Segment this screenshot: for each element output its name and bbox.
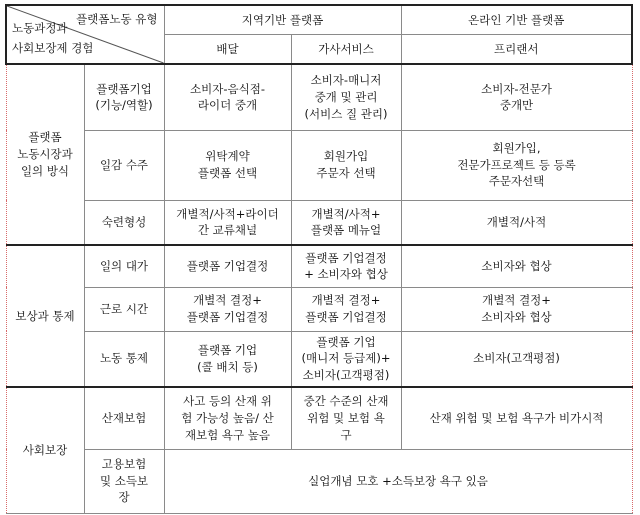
cell-accident-delivery: 사고 등의 산재 위 험 가능성 높음/ 산 재보험 욕구 높음 [164,387,291,449]
cell-pay-housework: 플랫폼 기업결정 + 소비자와 협상 [291,245,401,287]
corner-top-label: 플랫폼노동 유형 [76,12,158,26]
header-group-online: 온라인 기반 플랫폼 [401,5,632,35]
header-corner-cell [6,5,164,64]
section-compensation: 보상과 통제 [6,245,84,387]
platform-labor-comparison-table [5,4,633,514]
cell-accident-freelancer: 산재 위험 및 보험 욕구가 비가시적 [401,387,632,449]
cell-accident-housework: 중간 수준의 산재 위험 및 보험 욕 구 [291,387,401,449]
header-col-housework: 가사서비스 [291,35,401,65]
row-label-work-order: 일감 수주 [84,130,164,200]
cell-hours-freelancer: 개별적 결정+ 소비자와 협상 [401,287,632,331]
cell-control-freelancer: 소비자(고객평점) [401,331,632,387]
header-col-delivery: 배달 [164,35,291,65]
cell-control-delivery: 플랫폼 기업 (콜 배치 등) [164,331,291,387]
cell-company-role-housework: 소비자-매니저 중개 및 관리 (서비스 질 관리) [291,64,401,130]
section-social: 사회보장 [6,387,84,513]
row-label-company-role: 플랫폼기업 (기능/역할) [84,64,164,130]
cell-work-order-freelancer: 회원가입, 전문가프로젝트 등 등록 주문자선택 [401,130,632,200]
cell-company-role-delivery: 소비자-음식점- 라이더 중개 [164,64,291,130]
row-label-control: 노동 통제 [84,331,164,387]
cell-employment-merged: 실업개념 모호 +소득보장 욕구 있음 [164,449,632,513]
cell-control-housework: 플랫폼 기업 (매니저 등급제)+ 소비자(고객평점) [291,331,401,387]
row-label-pay: 일의 대가 [84,245,164,287]
cell-pay-delivery: 플랫폼 기업결정 [164,245,291,287]
row-label-hours: 근로 시간 [84,287,164,331]
cell-skill-delivery: 개별적/사적+라이더 간 교류채널 [164,200,291,245]
cell-hours-delivery: 개별적 결정+ 플랫폼 기업결정 [164,287,291,331]
cell-skill-freelancer: 개별적/사적 [401,200,632,245]
corner-bottom-label-line2: 사회보장제 경험 [12,41,94,56]
cell-pay-freelancer: 소비자와 협상 [401,245,632,287]
row-label-employment: 고용보험 및 소득보 장 [84,449,164,513]
cell-work-order-delivery: 위탁계약 플랫폼 선택 [164,130,291,200]
row-label-accident: 산재보험 [84,387,164,449]
cell-skill-housework: 개별적/사적+ 플랫폼 메뉴얼 [291,200,401,245]
row-label-skill: 숙련형성 [84,200,164,245]
cell-hours-housework: 개별적 결정+ 플랫폼 기업결정 [291,287,401,331]
header-group-local: 지역기반 플랫폼 [164,5,401,35]
section-labor-market: 플랫폼 노동시장과 일의 방식 [6,64,84,245]
cell-work-order-housework: 회원가입 주문자 선택 [291,130,401,200]
cell-company-role-freelancer: 소비자-전문가 중개만 [401,64,632,130]
corner-bottom-label-line1: 노동과정과 [12,21,68,36]
header-col-freelancer: 프리랜서 [401,35,632,65]
